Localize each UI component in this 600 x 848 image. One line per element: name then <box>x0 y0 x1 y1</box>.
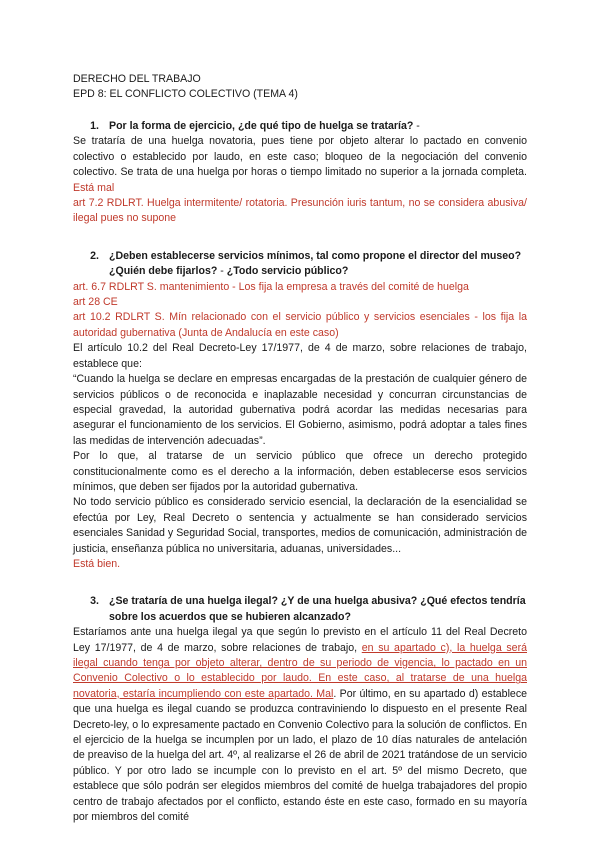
question-number: 3. <box>90 595 99 608</box>
highlighted-correction: en su apartado c), la huelga será ilegal cuando tenga por objeto alterar, dentro de su periodo de vigencia, lo pactado en un Convenio Colectivo o lo establecido por laudo. En este caso, al tratarse de una huelga novatoria, estaría incumpliendo con este apartado. Mal <box>73 641 527 700</box>
legal-quote: “Cuando la huelga se declare en empresas encargadas de la prestación de cualquier género de servicios públicos o de reconocida e inaplazable necesidad y concurran circunstancias de especial gravedad, la autoridad gubernativa podrá acordar las medidas necesarias para asegurar el funcionamiento de los servicios. El Gobierno, asimismo, podrá adoptar a tales fines las medidas de intervención adecuadas”. <box>73 373 527 447</box>
answer-paragraph: Por lo que, al tratarse de un servicio público que ofrece un derecho protegido constitucionalmente como es el derecho a la información, deben establecerse esos servicios mínimos, que deben ser fijados por la autoridad gubernativa. <box>73 450 527 493</box>
question-2-heading: 2. ¿Deben establecerse servicios mínimos, tal como propone el director del museo? ¿Quién debe fijarlos? - ¿Todo servicio público? <box>73 249 527 280</box>
correction-mark: Está mal <box>73 181 115 194</box>
question-number: 1. <box>90 120 99 132</box>
course-title: DERECHO DEL TRABAJO <box>73 73 201 85</box>
question-1-heading: 1. Por la forma de ejercicio, ¿de qué tipo de huelga se trataría? - <box>73 119 527 134</box>
question-title: ¿Se trataría de una huelga ilegal? ¿Y de una huelga abusiva? ¿Qué efectos tendría sobre los acuerdos que se hubieren alcanzado? <box>109 595 526 623</box>
question-3-answer: Estaríamos ante una huelga ilegal ya que según lo previsto en el artículo 11 del Real Decreto Ley 17/1977, de 4 de marzo, sobre relaciones de trabajo, en su apartado c), la huelga será ilegal cuando tenga por objeto alterar, dentro de su periodo de vigencia, lo pactado en un Convenio Colectivo o lo establecido por laudo. En este caso, al tratarse de una huelga novatoria, estaría incumpliendo con este apartado. Mal. Por último, en su apartado d) establece que una huelga es ilegal cuando se produzca contraviniendo lo dispuesto en el presente Real Decreto-ley, o lo expresamente pactado en Convenio Colectivo para la solución de conflictos. En el ejercicio de la huelga se incumplen por un lado, el plazo de 10 días naturales de antelación de preaviso de la huelga del art. 4º, al realizarse el 26 de abril de 2021 tratándose de un servicio público. Y por otro lado se incumple con lo previsto en el art. 5º del mismo Decreto, que establece que sólo podrán ser elegidos miembros del comité de huelga trabajadores del propio centro de trabajo afectados por el conflicto, estando éste en este caso, formado en su mayoría por miembros del comité <box>73 626 528 824</box>
answer-paragraph: No todo servicio público es considerado servicio esencial, la declaración de la esencialidad se efectúa por Ley, Real Decreto o sentencia y actualmente se han considerado servicios esenciales Sanidad y Seguridad Social, transportes, medios de comunicación, administración de justicia, enseñanza pública no universitaria, aduanas, universidades... <box>73 496 527 555</box>
document-body <box>73 119 527 825</box>
question-1-answer: Se trataría de una huelga novatoria, pues tiene por objeto alterar lo pactado en convenio colectivo o establecido por laudo, en este caso; bloqueo de la negociación del convenio colectivo. Se trata de una huelga por horas o tiempo limitado no superior a la jornada completa. Está mal <box>73 135 527 194</box>
question-3-heading <box>73 594 527 625</box>
question-1-correction-note: art 7.2 RDLRT. Huelga intermitente/ rotatoria. Presunción iuris tantum, no se considera abusiva/ ilegal pues no supone <box>73 197 527 225</box>
correction-note: art 28 CE <box>73 296 118 309</box>
assignment-title: EPD 8: EL CONFLICTO COLECTIVO (TEMA 4) <box>73 88 298 101</box>
document-header <box>73 72 298 103</box>
answer-paragraph: El artículo 10.2 del Real Decreto-Ley 17/1977, de 4 de marzo, sobre relaciones de trabajo, establece que: <box>73 342 527 370</box>
question-number: 2. <box>90 249 99 262</box>
correction-mark: Está bien. <box>73 557 121 570</box>
correction-note: art 10.2 RDLRT S. Mín relacionado con el servicio público y servicios esenciales - los fija la autoridad gubernativa (Junta de Andalucía en este caso) <box>73 311 527 339</box>
question-title: Por la forma de ejercicio, ¿de qué tipo de huelga se trataría? <box>109 120 414 132</box>
question-title: ¿Deben establecerse servicios mínimos, tal como propone el director del museo? ¿Quién debe fijarlos? <box>109 249 522 278</box>
correction-note: art. 6.7 RDLRT S. mantenimiento - Los fija la empresa a través del comité de huelga <box>73 280 469 293</box>
